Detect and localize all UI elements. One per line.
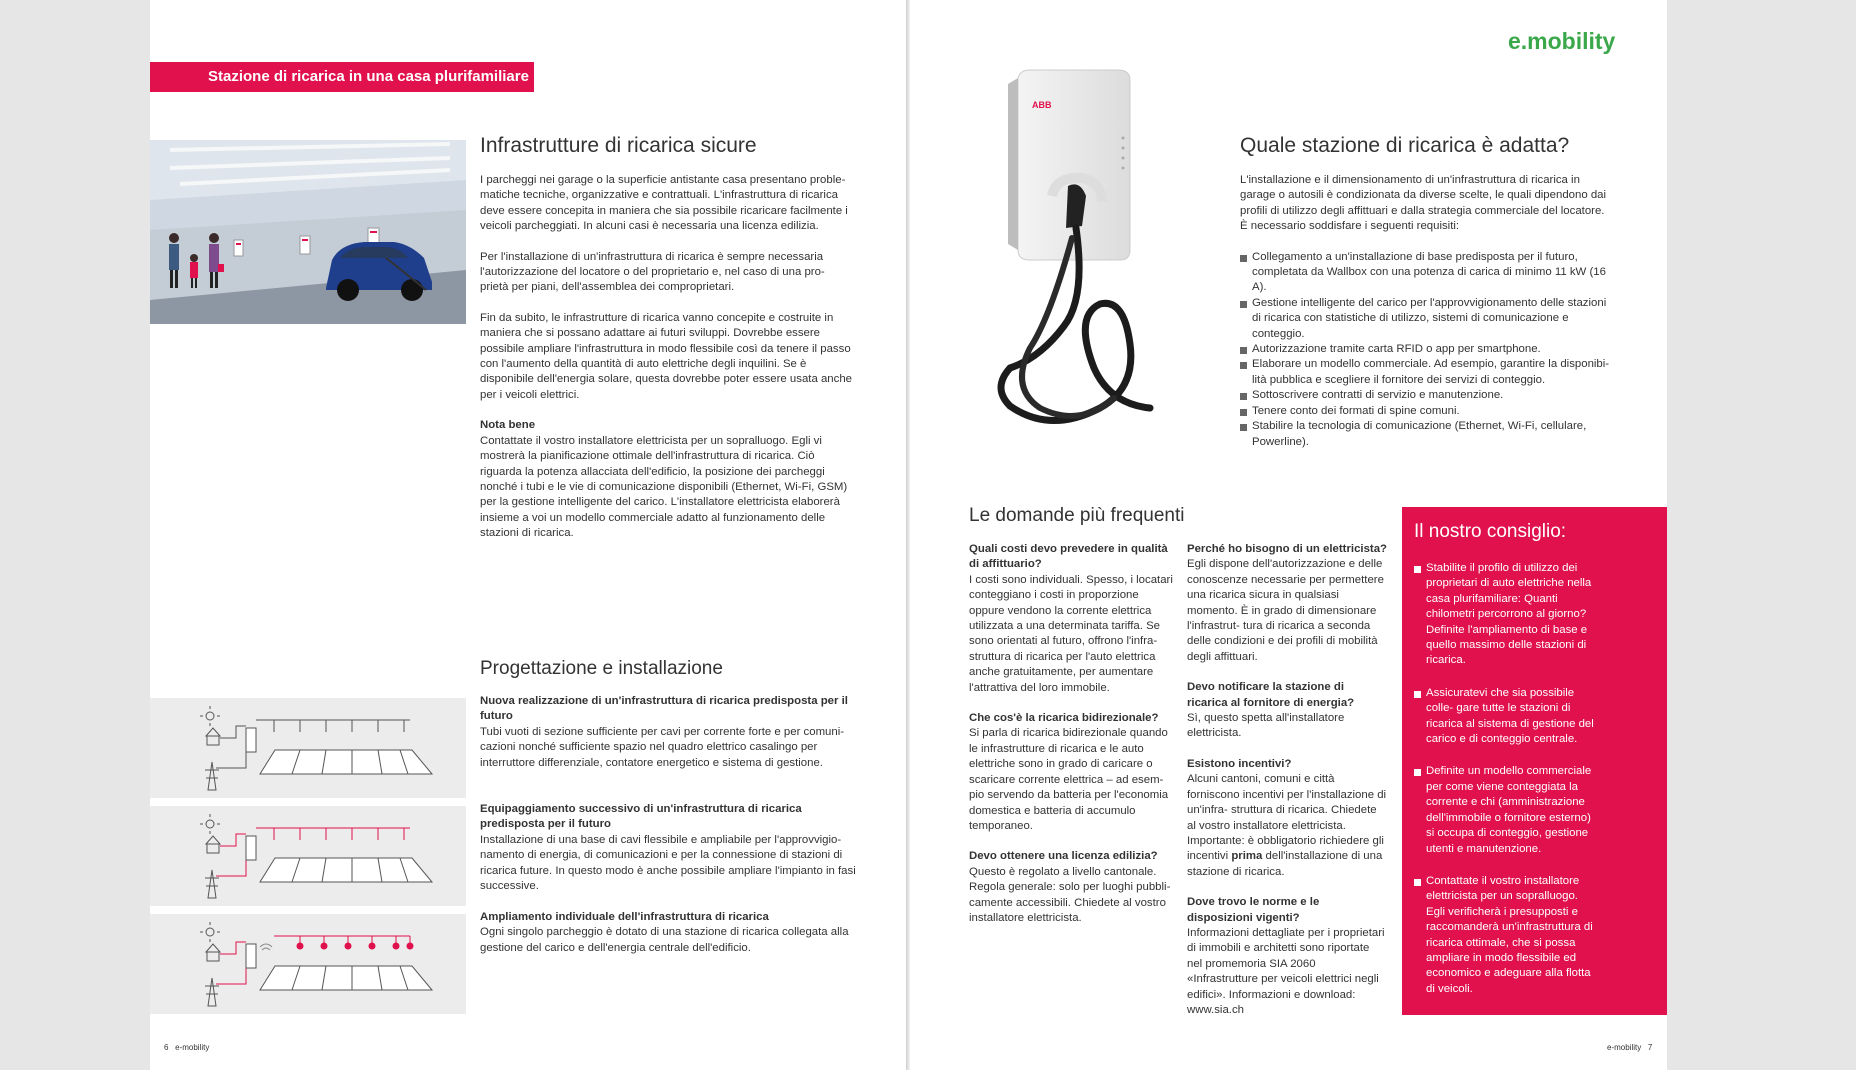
item-heading: Nuova realizzazione di un'infrastruttura di ricarica predisposta per il futuro [480, 695, 848, 723]
section-title: Quale stazione di ricarica è adatta? [1240, 134, 1570, 157]
diagram-new-build [150, 698, 466, 798]
note-text: Contattate il vostro installatore elettricista per un sopralluogo. Egli vi mostrerà la pianificazione ottimale dell'infrastruttura di ricarica. Ciò riguarda la potenza allacciata dell'edificio, la posizione dei parcheggi nonché i tubi e le vie di comunicazione disponibili (Ethernet, Wi-Fi, GSM) per la gestione intelligente del carico. L'installatore elettricista elaborerà insieme a voi un modello commerciale adatto al funzionamento delle stazioni di ricarica. [480, 434, 848, 540]
intro-paragraph: L'installazione e il dimensionamento di un'infrastruttura di ricarica in garage o autosili è condizionata da diverse scelte, le quali dipendono dai profili di utilizzo degli affittuari e dalla strategia commerciale del locatore. È necessario soddisfare i seguenti requisiti: [1240, 174, 1607, 233]
item-text: Tubi vuoti di sezione sufficiente per cavi per corrente forte e per comuni- cazioni nonché sufficiente spazio nel quadro elettrico casalingo per interruttore differenziale, contatore energetico e sistema di gestione. [480, 725, 845, 769]
faq-answer: I costi sono individuali. Spesso, i locatari conteggiano i costi in proporzione oppure vendono la corrente elettrica utilizzata a una determinata tariffa. Se sono orientati al futuro, offrono l'infra- struttura di ricarica per l'auto elettrica anche gratuitamente, per aumentare l'attrattiva del loro immobile. [969, 573, 1173, 694]
tip-list [1414, 561, 1594, 997]
house-icon [206, 944, 220, 961]
wallbox-icon [234, 240, 243, 256]
tip-title: Il nostro consiglio: [1414, 521, 1567, 542]
list-item: Assicuratevi che sia possibile colle- gare tutte le stazioni di ricarica al sistema di gestione del carico e di conteggio centrale. [1414, 686, 1594, 748]
faq-column-2 [1187, 542, 1387, 1033]
paragraph: Per l'installazione di un'infrastruttura di ricarica è sempre necessaria l'autorizzazione del locatore o del proprietario e, nel caso di una pro- prietà per piani, dell'assemblea dei comproprietari. [480, 250, 825, 294]
intro-text [480, 173, 852, 542]
footer [164, 1043, 209, 1052]
faq-answer: Informazioni dettagliate per i proprietari di immobili e architetti sono riportate nel promemoria SIA 2060 «Infrastrutture per veicoli elettrici negli edifici». Informazioni e download: www.sia.ch [1187, 926, 1385, 1016]
item-heading: Ampliamento individuale dell'infrastruttura di ricarica [480, 911, 769, 923]
faq-question: Dove trovo le norme e le disposizioni vigenti? [1187, 896, 1320, 924]
planning-item [480, 910, 860, 956]
diagram-individual-expansion [150, 914, 466, 1014]
diagram-retrofit [150, 806, 466, 906]
list-item: Gestione intelligente del carico per l'approvvigionamento delle stazioni di ricarica con statistiche di utilizzo, sistemi di comunicazione e conteggio. [1240, 296, 1612, 342]
item-heading: Equipaggiamento successivo di un'infrastruttura di ricarica predisposta per il futuro [480, 803, 802, 831]
list-item: Stabilire la tecnologia di comunicazione (Ethernet, Wi-Fi, cellulare, Powerline). [1240, 419, 1612, 450]
faq-answer: Egli dispone dell'autorizzazione e delle conoscenze necessarie per permettere una ricarica sicura in qualsiasi momento. È in grado di dimensionare l'infrastrut- tura di ricarica a seconda delle condizioni e dei profili di mobilità degli affittuari. [1187, 558, 1384, 663]
list-item: Stabilite il profilo di utilizzo dei proprietari di auto elettriche nella casa plurifamiliare: Quanti chilometri percorrono al giorno? Definite l'ampliamento di base e quello massimo delle stazioni di ricarica. [1414, 561, 1594, 669]
faq-title: Le domande più frequenti [969, 505, 1185, 526]
sun-icon [200, 706, 220, 726]
house-icon [206, 836, 220, 853]
faq-answer-emphasis: prima [1231, 850, 1263, 863]
list-item: Sottoscrivere contratti di servizio e manutenzione. [1240, 388, 1612, 403]
left-page [150, 0, 906, 1070]
faq-question: Devo notificare la stazione di ricarica al fornitore di energia? [1187, 681, 1355, 709]
brand-logo: e.mobility [1508, 28, 1616, 54]
list-item: Tenere conto dei formati di spine comuni. [1240, 404, 1612, 419]
paragraph: I parcheggi nei garage o la superficie antistante casa presentano proble- matiche tecniche, organizzative e contrattuali. L'infrastruttura di ricarica deve essere concepita in maniera che sia possibile ricaricare facilmente i veicoli parcheggiati. In alcuni casi è necessaria una licenza edilizia. [480, 174, 848, 233]
page-number: 6 [164, 1043, 169, 1052]
section-title: Infrastrutture di ricarica sicure [480, 134, 757, 157]
faq-answer [1187, 772, 1387, 880]
faq-question: Perché ho bisogno di un elettricista? [1187, 543, 1387, 555]
sun-icon [200, 922, 220, 942]
planning-item [480, 802, 860, 894]
tip-box [1402, 507, 1667, 1015]
pylon-icon [205, 978, 219, 1006]
page-number: 7 [1647, 1043, 1653, 1052]
garage-illustration [150, 140, 466, 324]
faq-column-1 [969, 542, 1174, 941]
list-item: Definite un modello commerciale per come viene conteggiata la corrente e chi (amministrazione dell'immobile o fornitore esterno) si occupa di conteggio, gestione utenti e manutenzione. [1414, 764, 1594, 856]
note-title: Nota bene [480, 419, 536, 432]
pylon-icon [205, 762, 219, 790]
list-item: Elaborare un modello commerciale. Ad esempio, garantire la disponibi- lità pubblica e scegliere il fornitore dei servizi di conteggio. [1240, 357, 1612, 388]
section-title: Progettazione e installazione [480, 658, 723, 679]
list-item: Contattate il vostro installatore elettricista per un sopralluogo. Egli verificherà i presupposti e raccomanderà un'infrastruttura di ricarica ottimale, che si possa ampliare in modo flessibile ed economico e adeguare alla flotta di veicoli. [1414, 874, 1594, 997]
faq-question: Che cos'è la ricarica bidirezionale? [969, 712, 1159, 725]
pylon-icon [205, 870, 219, 898]
item-text: Ogni singolo parcheggio è dotato di una stazione di ricarica collegata alla gestione del carico e dell'energia centrale dell'edificio. [480, 926, 849, 954]
faq-answer-text: Alcuni cantoni, comuni e città forniscono incentivi per l'installazione di un'infra- struttura di ricarica. Chiedete al vostro installatore elettricista. Importante: è obbligatorio richiedere gli incentivi [1187, 773, 1387, 863]
footer-label: e-mobility [175, 1043, 210, 1052]
wallbox-icon [300, 236, 310, 254]
right-page [910, 0, 1667, 1070]
planning-item [480, 694, 860, 771]
section-banner: Stazione di ricarica in una casa plurifamiliare [150, 62, 534, 92]
faq-answer: Sì, questo spetta all'installatore elettricista. [1187, 712, 1345, 740]
faq-question: Quali costi devo prevedere in qualità di affittuario? [969, 543, 1168, 571]
faq-question: Esistono incentivi? [1187, 757, 1292, 770]
abb-logo: ABB [1032, 100, 1052, 110]
faq-answer: Questo è regolato a livello cantonale. Regola generale: solo per luoghi pubbli- camente accessibili. Chiedete al vostro installatore elettricista. [969, 865, 1171, 924]
list-item: Autorizzazione tramite carta RFID o app per smartphone. [1240, 342, 1612, 357]
footer-label: e-mobility [1607, 1043, 1642, 1052]
wallbox-product-image [990, 68, 1190, 468]
requirements-list [1240, 250, 1612, 450]
sun-icon [200, 814, 220, 834]
faq-question: Devo ottenere una licenza edilizia? [969, 850, 1158, 863]
requirements [1240, 173, 1612, 450]
house-icon [206, 728, 220, 745]
faq-answer-text: dell'installazione di una stazione di ricarica. [1187, 850, 1383, 878]
list-item: Collegamento a un'installazione di base predisposta per il futuro, completata da Wallbox con una potenza di carica di minimo 11 kW (16 A). [1240, 250, 1612, 296]
paragraph: Fin da subito, le infrastrutture di ricarica vanno concepite e costruite in maniera che si possano adattare ai futuri sviluppi. Dovrebbe essere possibile ampliare l'infrastruttura in modo flessibile così da tenere il passo con l'aumento della quantità di auto elettriche degli inquilini. Se è disponibile dell'energia solare, questa dovrebbe poter essere usata anche per i veicoli elettrici. [480, 311, 852, 401]
item-text: Installazione di una base di cavi flessibile e ampliabile per l'approvvigio- namento di energia, di comunicazioni e per la connessione di stazioni di ricarica future. In questo modo è anche possibile ampliare l'impianto in fasi successive. [480, 833, 856, 893]
faq-answer: Si parla di ricarica bidirezionale quando le infrastrutture di ricarica e le auto elettriche sono in grado di caricare o scaricare corrente elettrica – ad esem- pio servendo da batteria per l'economia domestica e batteria di accumulo temporaneo. [969, 727, 1169, 832]
wifi-icon [260, 944, 272, 950]
footer [1607, 1043, 1652, 1052]
